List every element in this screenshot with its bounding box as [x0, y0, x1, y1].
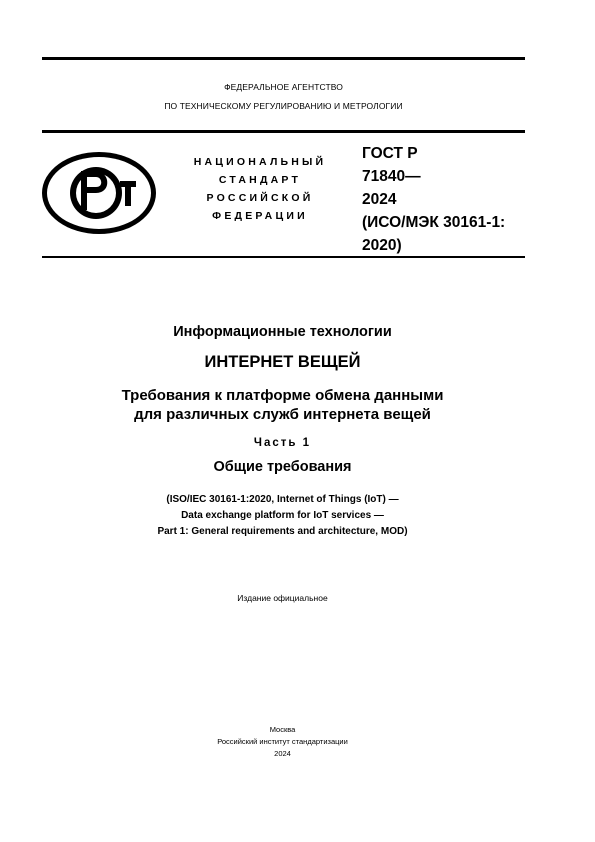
title-main: ИНТЕРНЕТ ВЕЩЕЙ: [204, 353, 361, 371]
subtitle-line-1: Требования к платформе обмена данными: [121, 387, 444, 404]
designation-line-2: 71840—: [362, 168, 421, 185]
official-edition: Издание официальное: [237, 593, 328, 603]
imprint: [0, 724, 565, 760]
designation-line-4: (ИСО/МЭК 30161-1:: [362, 214, 506, 231]
national-standard-line-2: СТАНДАРТ: [218, 174, 302, 186]
original-title-line-2: Data exchange platform for IoT services —: [181, 510, 384, 521]
national-standard-line-3: РОССИЙСКОЙ: [206, 192, 314, 204]
part-number: Часть 1: [253, 437, 312, 449]
national-standard-line-4: ФЕДЕРАЦИИ: [212, 210, 308, 222]
designation-line-1: ГОСТ Р: [362, 145, 418, 162]
designation-line-3: 2024: [362, 191, 397, 208]
rst-certification-mark-icon: [40, 150, 158, 236]
original-title-line-3: Part 1: General requirements and architecture, MOD): [157, 526, 408, 537]
title-subtitle: [0, 386, 565, 424]
agency-line-1: ФЕДЕРАЛЬНОЕ АГЕНТСТВО: [224, 82, 343, 92]
bottom-rule: [42, 256, 525, 258]
standard-designation: [362, 142, 505, 257]
original-title-line-1: (ISO/IEC 30161-1:2020, Internet of Things (IoT) —: [166, 494, 399, 505]
agency-line-2: ПО ТЕХНИЧЕСКОМУ РЕГУЛИРОВАНИЮ И МЕТРОЛОГИИ: [164, 101, 403, 111]
title-group: Информационные технологии: [173, 324, 392, 340]
designation-line-5: 2020): [362, 237, 402, 254]
original-title: [0, 492, 565, 540]
top-rule: [42, 57, 525, 60]
national-standard-line-1: НАЦИОНАЛЬНЫЙ: [193, 156, 327, 168]
imprint-city: Москва: [269, 725, 296, 734]
subtitle-line-2: для различных служб интернета вещей: [134, 406, 431, 423]
part-title: Общие требования: [213, 459, 352, 475]
middle-rule: [42, 130, 525, 133]
imprint-year: 2024: [274, 749, 291, 758]
imprint-publisher: Российский институт стандартизации: [217, 737, 348, 746]
